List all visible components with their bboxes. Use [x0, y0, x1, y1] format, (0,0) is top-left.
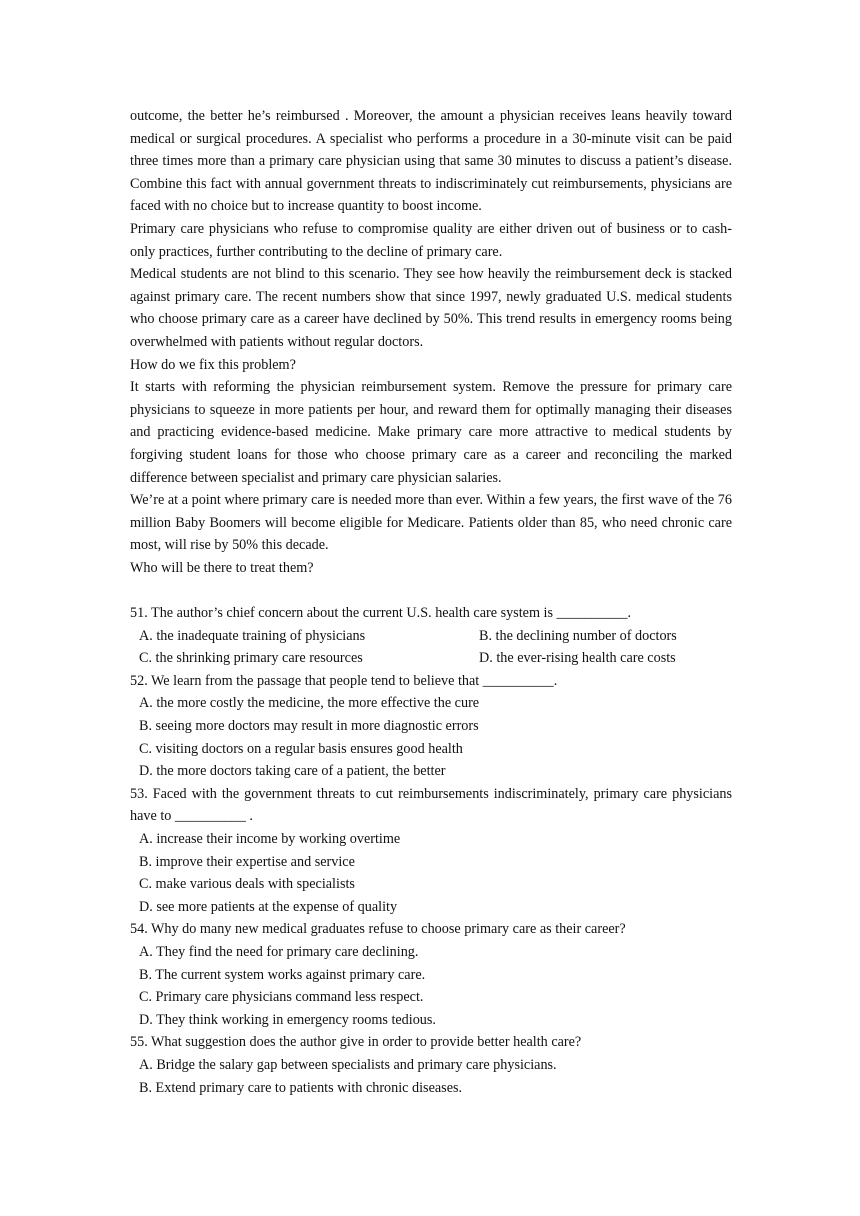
passage-paragraph-3: Medical students are not blind to this scenario. They see how heavily the reimbursement deck is stacked against primary care. The recent numbers show that since 1997, newly graduated U.S. medical students who choose primary care as a career have declined by 50%. This trend results in emergency rooms being overwhelmed with patients without regular doctors.	[130, 266, 732, 350]
option-b[interactable]: B. Extend primary care to patients with chronic diseases.	[139, 1079, 463, 1096]
question-54	[130, 918, 732, 1031]
option-b[interactable]: B. improve their expertise and service	[139, 853, 355, 870]
passage-paragraph-2: Primary care physicians who refuse to compromise quality are either driven out of business or to cash-only practices, further contributing to the decline of primary care.	[130, 220, 732, 260]
option-a[interactable]: A. the more costly the medicine, the more effective the cure	[139, 695, 480, 712]
option-a[interactable]: A. increase their income by working overtime	[139, 831, 401, 847]
document-page	[130, 105, 732, 1099]
question-53	[130, 783, 732, 919]
passage-paragraph-5: We’re at a point where primary care is needed more than ever. Within a few years, the first wave of the 76 million Baby Boomers will become eligible for Medicare. Patients older than 85, who need chronic care most, will rise by 50% this decade.	[130, 492, 732, 554]
option-row	[130, 647, 732, 670]
question-stem: 53. Faced with the government threats to cut reimbursements indiscriminately, primary care physicians have to __________ .	[130, 785, 732, 825]
option-b[interactable]: B. seeing more doctors may result in more diagnostic errors	[139, 718, 479, 735]
passage-paragraph-4: It starts with reforming the physician reimbursement system. Remove the pressure for primary care physicians to squeeze in more patients per hour, and reward them for optimally managing their diseases and practicing evidence-based medicine. Make primary care more attractive to medical students by forgiving student loans for those who choose primary care as a career and reconciling the marked difference between specialist and primary care physician salaries.	[130, 379, 732, 486]
option-d[interactable]: D. see more patients at the expense of quality	[139, 898, 398, 915]
passage-paragraph-1: outcome, the better he’s reimbursed . Moreover, the amount a physician receives leans heavily toward medical or surgical procedures. A specialist who performs a procedure in a 30-minute visit can be paid three times more than a primary care physician using that same 30 minutes to discuss a patient’s disease. Combine this fact with annual government threats to indiscriminately cut reimbursements, physicians are faced with no choice but to increase quantity to boost income.	[130, 108, 732, 215]
question-stem: 52. We learn from the passage that people tend to believe that __________.	[130, 672, 558, 689]
option-c[interactable]: C. visiting doctors on a regular basis ensures good health	[139, 740, 463, 757]
option-a[interactable]: A. They find the need for primary care declining.	[139, 943, 419, 960]
passage-closing-line: Who will be there to treat them?	[130, 559, 314, 576]
option-c[interactable]: C. Primary care physicians command less respect.	[139, 989, 424, 1006]
option-a[interactable]: A. Bridge the salary gap between specialists and primary care physicians.	[139, 1056, 557, 1073]
question-55	[130, 1031, 732, 1099]
option-d[interactable]: D. the more doctors taking care of a patient, the better	[139, 763, 446, 780]
option-d[interactable]: D. They think working in emergency rooms tedious.	[139, 1011, 436, 1028]
option-c[interactable]: C. make various deals with specialists	[139, 876, 355, 893]
option-b[interactable]: B. The current system works against primary care.	[139, 966, 426, 983]
question-52	[130, 670, 732, 783]
question-list	[130, 602, 732, 1099]
reading-passage	[130, 105, 732, 579]
question-stem: 51. The author’s chief concern about the current U.S. health care system is __________.	[130, 605, 632, 622]
passage-question-line: How do we fix this problem?	[130, 356, 296, 373]
option-row	[130, 625, 732, 648]
option-b[interactable]: B. the declining number of doctors	[479, 627, 677, 644]
option-c[interactable]: C. the shrinking primary care resources	[139, 650, 363, 667]
question-stem: 54. Why do many new medical graduates refuse to choose primary care as their career?	[130, 921, 626, 938]
option-d[interactable]: D. the ever-rising health care costs	[479, 650, 676, 667]
option-a[interactable]: A. the inadequate training of physicians	[139, 627, 366, 644]
question-51	[130, 602, 732, 670]
question-stem: 55. What suggestion does the author give in order to provide better health care?	[130, 1034, 582, 1051]
section-spacer	[130, 579, 732, 602]
